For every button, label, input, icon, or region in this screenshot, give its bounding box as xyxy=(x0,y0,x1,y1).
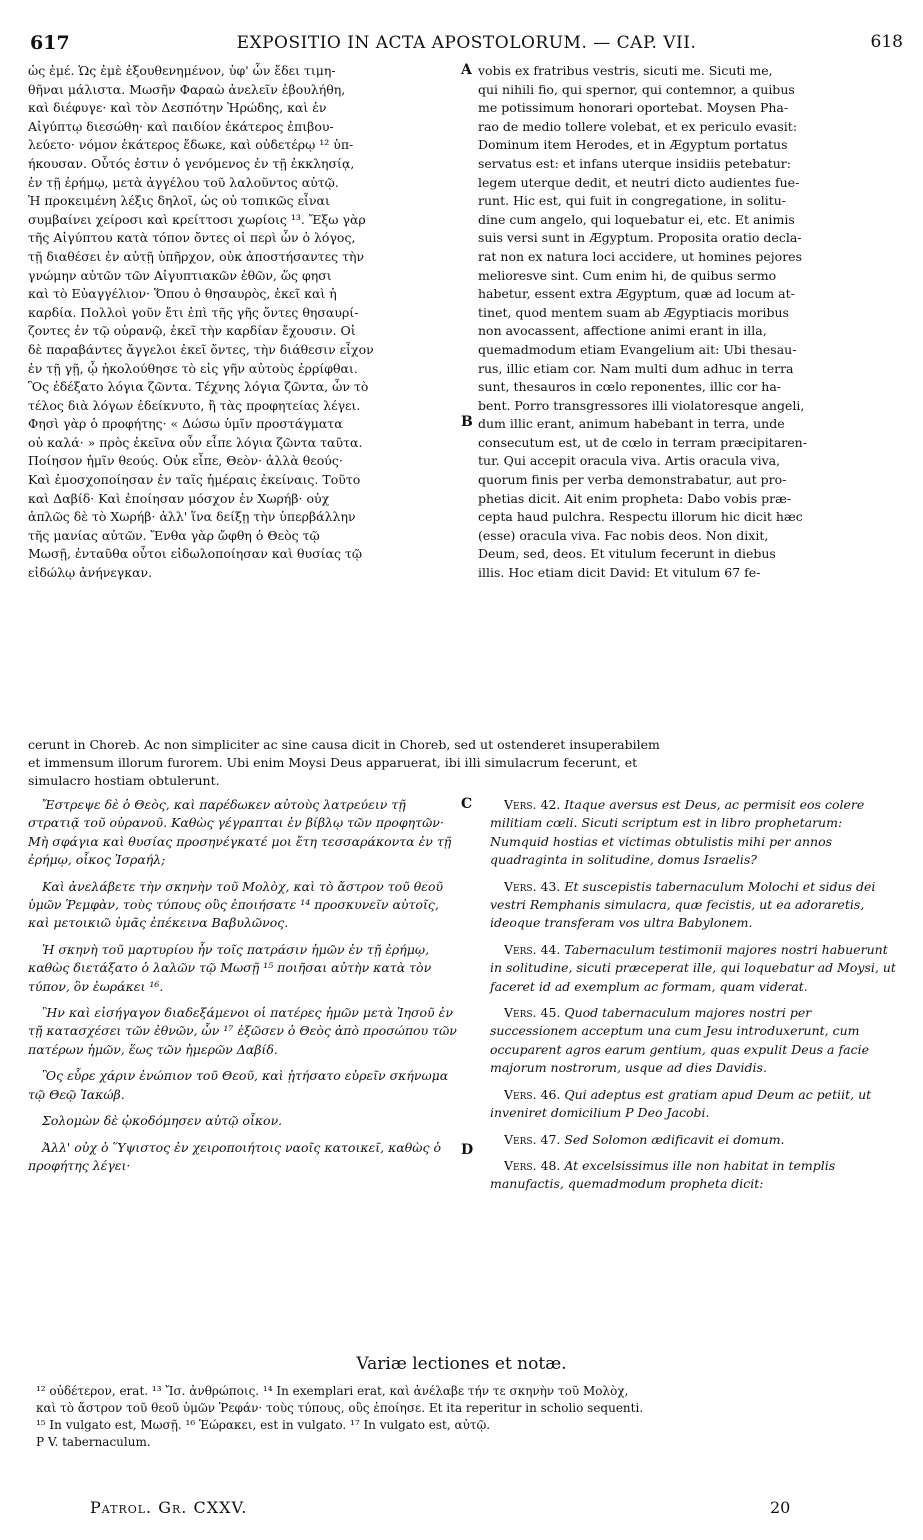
greek-line: ήκουσαν. Οὗτός ἐστιν ὁ γενόμενος ἐν τῇ ἐκκλησίᾳ, xyxy=(28,155,355,171)
greek-line: καὶ τὸ Εὐαγγέλιον· Ὅπου ὁ θησαυρὸς, ἐκεῖ καὶ ἡ xyxy=(28,286,337,302)
latin-verse xyxy=(490,878,900,933)
latin-line: quorum finis per verba demonstrabatur, aut pro- xyxy=(478,472,787,488)
verse-number: Vers. 42. xyxy=(504,797,561,812)
greek-line: λεύετο· νόμον ἑκάτερος ἔδωκε, καὶ οὐδετέρῳ ¹² ὑπ- xyxy=(28,137,354,153)
margin-letter-d: D xyxy=(461,1142,474,1158)
greek-line: Μωσῇ, ἐνταῦθα οὗτοι εἰδωλοποίησαν καὶ θυσίας τῷ xyxy=(28,546,363,562)
full-line: et immensum illorum furorem. Ubi enim Moysi Deus apparuerat, ibi illi simulacrum fecerunt, et xyxy=(28,755,638,770)
latin-line: illis. Hoc etiam dicit David: Et vitulum 67 fe- xyxy=(478,565,761,581)
greek-line: δὲ παραβάντες ἄγγελοι ἐκεῖ ὄντες, τὴν διάθεσιν εἶχον xyxy=(28,341,374,357)
greek-line: γνώμην αὐτῶν τῶν Αἰγυπτιακῶν ἐθῶν, ὥς φησι xyxy=(28,267,332,283)
greek-line: καὶ Δαβίδ· Καὶ ἐποίησαν μόσχον ἐν Χωρήβ· οὐχ xyxy=(28,490,330,506)
verse-text: At excelsissimus ille non habitat in templis manufactis, quemadmodum propheta dicit: xyxy=(490,1157,836,1192)
greek-verse: Ἀλλ' οὐχ ὁ Ὕψιστος ἐν χειροποιήτοις ναοῖς κατοικεῖ, καθὼς ὁ προφήτης λέγει· xyxy=(28,1139,441,1173)
greek-line: Φησὶ γὰρ ὁ προφήτης· « Δώσω ὑμῖν προστάγματα xyxy=(28,416,343,432)
verse-text: Sed Solomon ædificavit ei domum. xyxy=(564,1131,785,1147)
page-number-left: 617 xyxy=(30,32,70,54)
note-line: P V. tabernaculum. xyxy=(36,1435,151,1449)
note-line: ¹² οὐδέτερον, erat. ¹³ Ἴσ. ἀνθρώποις. ¹⁴ In exemplari erat, καὶ ἀνέλαβε τήν τε σκηνὴν τοῦ Μολὸχ, xyxy=(36,1384,629,1398)
latin-verse xyxy=(490,1131,900,1149)
greek-line: καρδία. Πολλοὶ γοῦν ἔτι ἐπὶ τῆς γῆς ὄντες θησαυρί- xyxy=(28,304,359,320)
verse-text: Qui adeptus est gratiam apud Deum ac petiit, ut inveniret domicilium P Deo Jacobi. xyxy=(490,1086,872,1121)
latin-line: dine cum angelo, qui loquebatur ei, etc. Et animis xyxy=(478,211,795,227)
latin-line: tur. Qui accepit oracula viva. Artis oracula viva, xyxy=(478,453,781,469)
latin-verse xyxy=(490,1086,900,1123)
latin-verses xyxy=(490,796,900,1202)
latin-line: runt. Hic est, qui fuit in congregatione, in solitu- xyxy=(478,193,787,209)
latin-column xyxy=(478,62,898,583)
greek-verse: Ὃς εὗρε χάριν ἐνώπιον τοῦ Θεοῦ, καὶ ᾐτήσατο εὑρεῖν σκήνωμα τῷ Θεῷ Ἰακώβ. xyxy=(28,1068,449,1102)
running-title: EXPOSITIO IN ACTA APOSTOLORUM. — CAP. VII. xyxy=(236,33,697,53)
greek-verses xyxy=(28,796,458,1183)
greek-line: Ὃς ἐδέξατο λόγια ζῶντα. Τέχνης λόγια ζῶντα, ὧν τὸ xyxy=(28,379,369,395)
greek-verse: Ἡ σκηνὴ τοῦ μαρτυρίου ἦν τοῖς πατράσιν ἡμῶν ἐν τῇ ἐρήμῳ, καθὼς διετάξατο ὁ λαλῶν τῷ Μωσῇ ¹⁵ ποιῆσαι αὐτὴν κατὰ τὸν τύπον, ὃν ἑωράκει ¹⁶. xyxy=(28,941,432,994)
margin-letter-a: A xyxy=(461,62,472,78)
variae-lectiones-title: Variæ lectiones et notæ. xyxy=(356,1354,567,1374)
greek-line: Ἡ προκειμένη λέξις δηλοῖ, ὡς οὐ τοπικῶς εἶναι xyxy=(28,193,330,209)
latin-verse xyxy=(490,796,900,870)
greek-line: τῆς μανίας αὐτῶν. Ἔνθα γὰρ ὤφθη ὁ Θεὸς τῷ xyxy=(28,527,320,543)
greek-line: Καὶ ἐμοσχοποίησαν ἐν ταῖς ἡμέραις ἐκείναις. Τοῦτο xyxy=(28,472,361,488)
greek-verse: Καὶ ἀνελάβετε τὴν σκηνὴν τοῦ Μολὸχ, καὶ τὸ ἄστρον τοῦ θεοῦ ὑμῶν Ῥεμφὰν, τοὺς τύπους οὓς ἐποιήσατε ¹⁴ προσκυνεῖν αὐτοῖς, καὶ μετοικιῶ ὑμᾶς ἐπέκεινα Βαβυλῶνος. xyxy=(28,878,444,931)
latin-line: consecutum est, ut de cœlo in terram præcipitaren- xyxy=(478,434,807,450)
greek-line: εἰδώλῳ ἀνήνεγκαν. xyxy=(28,565,153,581)
greek-line: ζοντες ἐν τῷ οὐρανῷ, ἐκεῖ τὴν καρδίαν ἔχουσιν. Οἱ xyxy=(28,323,356,339)
signature-number: 20 xyxy=(770,1498,791,1517)
latin-line: rao de medio tollere volebat, et ex periculo evasit: xyxy=(478,118,798,134)
latin-line: sunt, thesauros in cœlo reponentes, illic cor ha- xyxy=(478,379,781,395)
latin-line: melioresve sint. Cum enim hi, de quibus sermo xyxy=(478,267,777,283)
verse-text: Itaque aversus est Deus, ac permisit eos colere militiam cœli. Sicuti scriptum est in libro prophetarum: Numquid hostias et victimas obtulistis mihi per annos quadraginta in solitudine, domus Israelis? xyxy=(490,797,865,868)
greek-line: ἐν τῇ ἐρήμῳ, μετὰ ἀγγέλου τοῦ λαλοῦντος αὐτῷ. xyxy=(28,174,339,190)
latin-line: habetur, essent extra Ægyptum, quæ ad locum at- xyxy=(478,286,795,302)
greek-line: ἁπλῶς δὲ τὸ Χωρήβ· ἀλλ' ἵνα δείξῃ τὴν ὑπερβάλλην xyxy=(28,509,356,525)
greek-line: θῆναι μάλιστα. Μωσῆν Φαραὼ ἀνελεῖν ἐβουλήθη, xyxy=(28,81,346,97)
note-line: ¹⁵ In vulgato est, Μωσῇ. ¹⁶ Ἑώρακει, est in vulgato. ¹⁷ In vulgato est, αὐτῷ. xyxy=(36,1418,491,1432)
latin-line: phetias dicit. Ait enim propheta: Dabo vobis præ- xyxy=(478,490,792,506)
verse-number: Vers. 43. xyxy=(504,878,561,894)
greek-verse: Ἣν καὶ εἰσήγαγον διαδεξάμενοι οἱ πατέρες ἡμῶν μετὰ Ἰησοῦ ἐν τῇ κατασχέσει τῶν ἐθνῶν, ὧν ¹⁷ ἐξῶσεν ὁ Θεὸς ἀπὸ προσώπου τῶν πατέρων ἡμῶν, ἕως τῶν ἡμερῶν Δαβίδ. xyxy=(28,1005,457,1057)
latin-line: qui nihili fio, qui spernor, qui contemnor, a quibus xyxy=(478,81,795,97)
full-line: simulacro hostiam obtulerunt. xyxy=(28,773,220,788)
greek-line: ἐν τῇ γῇ, ᾧ ἠκολούθησε τὸ εἰς γῆν αὐτοὺς ἐρρίφθαι. xyxy=(28,360,358,376)
margin-letter-c: C xyxy=(461,796,473,812)
latin-line: rat non ex natura loci accidere, ut homines pejores xyxy=(478,248,802,264)
latin-line: dum illic erant, animum habebant in terra, unde xyxy=(478,416,785,432)
full-width-text xyxy=(28,736,898,790)
greek-line: τῆς Αἰγύπτου κατὰ τόπον ὄντες οἱ περὶ ὧν ὁ λόγος, xyxy=(28,230,356,246)
verse-number: Vers. 47. xyxy=(504,1131,561,1147)
greek-line: οὐ καλά· » πρὸς ἐκεῖνα οὖν εἶπε λόγια ζῶντα ταῦτα. xyxy=(28,434,363,450)
verse-number: Vers. 44. xyxy=(504,941,561,957)
verse-text: Et suscepistis tabernaculum Molochi et sidus dei vestri Remphanis simulacra, quæ fecistis, ut ea adoraretis, ideoque transferam vos ultra Babylonem. xyxy=(490,878,876,931)
greek-verse: Ἔστρεψε δὲ ὁ Θεὸς, καὶ παρέδωκεν αὐτοὺς λατρεύειν τῇ στρατιᾷ τοῦ οὐρανοῦ. Καθὼς γέγραπται ἐν βίβλῳ τῶν προφητῶν· Μὴ σφάγια καὶ θυσίας προσηνέγκατέ μοι ἔτη τεσσαράκοντα ἐν τῇ ἐρήμῳ, οἶκος Ἰσραήλ; xyxy=(28,797,452,868)
latin-verse xyxy=(490,1004,900,1078)
verse-number: Vers. 46. xyxy=(504,1086,561,1102)
page-number-right: 618 xyxy=(870,32,903,52)
greek-line: Ποίησον ἡμῖν θεούς. Οὐκ εἶπε, Θεὸν· ἀλλὰ θεούς· xyxy=(28,453,343,469)
latin-line: tinet, quod mentem suam ab Ægyptiacis moribus xyxy=(478,304,789,320)
greek-verse: Σολομὼν δὲ ᾠκοδόμησεν αὐτῷ οἶκον. xyxy=(42,1113,283,1129)
latin-line: legem uterque dedit, et neutri dicto audientes fue- xyxy=(478,174,800,190)
margin-letter-b: B xyxy=(461,414,473,430)
latin-line: Deum, sed, deos. Et vitulum fecerunt in diebus xyxy=(478,546,776,562)
page-footer xyxy=(90,1498,903,1522)
latin-line: bent. Porro transgressores illi violatoresque angeli, xyxy=(478,397,805,413)
greek-line: τῇ διαθέσει ἐν αὐτῇ ὑπῆρχον, οὐκ ἀποστήσαντες τὴν xyxy=(28,248,365,264)
verse-number: Vers. 48. xyxy=(504,1157,561,1173)
latin-line: cepta haud pulchra. Respectu illorum hic dicit hæc xyxy=(478,509,803,525)
latin-line: me potissimum honorari oportebat. Moysen Pha- xyxy=(478,100,789,116)
latin-line: suis versi sunt in Ægyptum. Proposita oratio decla- xyxy=(478,230,802,246)
greek-line: Αἰγύπτῳ διεσώθη· καὶ παιδίον ἑκάτερος ἐπιβου- xyxy=(28,118,334,134)
latin-line: rus, illic etiam cor. Nam multi dum adhuc in terra xyxy=(478,360,794,376)
latin-verse xyxy=(490,941,900,996)
patrologia-reference: Patrol. Gr. CXXV. xyxy=(90,1498,248,1517)
latin-line: vobis ex fratribus vestris, sicuti me. Sicuti me, xyxy=(478,63,773,78)
greek-column xyxy=(28,62,458,583)
notes-block xyxy=(36,1383,896,1451)
latin-line: Dominum item Herodes, et in Ægyptum portatus xyxy=(478,137,788,153)
greek-line: συμβαίνει χείροσι καὶ κρείττοσι χωρίοις ¹³. Ἔξω γὰρ xyxy=(28,211,366,227)
latin-line: (esse) oracula viva. Fac nobis deos. Non dixit, xyxy=(478,527,769,543)
full-line: cerunt in Choreb. Ac non simpliciter ac sine causa dicit in Choreb, sed ut ostenderet insuperabilem xyxy=(28,737,660,752)
greek-line: τέλος διὰ λόγων ἐδείκνυτο, ἢ τὰς προφητείας λέγει. xyxy=(28,397,361,413)
latin-line: servatus est: et infans uterque insidiis petebatur: xyxy=(478,155,791,171)
latin-line: non avocassent, affectione animi erant in illa, xyxy=(478,323,767,339)
verse-text: Tabernaculum testimonii majores nostri habuerunt in solitudine, sicuti præceperat ille, qui loquebatur ad Moysi, ut faceret id ad exemplum ac formam, quam viderat. xyxy=(490,941,896,994)
page-header xyxy=(30,32,903,56)
latin-line: quemadmodum etiam Evangelium ait: Ubi thesau- xyxy=(478,341,797,357)
verse-number: Vers. 45. xyxy=(504,1005,561,1021)
greek-line: καὶ διέφυγε· καὶ τὸν Δεσπότην Ἡρώδης, καὶ ἐν xyxy=(28,100,327,116)
verse-text: Quod tabernaculum majores nostri per successionem acceptum una cum Jesu introduxerunt, cum occuparent agros earum gentium, quas expulit Deus a facie majorum nostrorum, usque ad dies Davidis. xyxy=(490,1005,869,1076)
latin-verse xyxy=(490,1157,900,1194)
note-line: καὶ τὸ ἄστρον τοῦ θεοῦ ὑμῶν Ῥεφάν· τοὺς τύπους, οὓς ἐποίησε. Et ita reperitur in scholio sequenti. xyxy=(36,1401,644,1415)
greek-line: ὡς ἐμέ. Ὡς ἐμὲ ἐξουθενημένον, ὑφ' ὧν ἔδει τιμη- xyxy=(28,63,336,78)
